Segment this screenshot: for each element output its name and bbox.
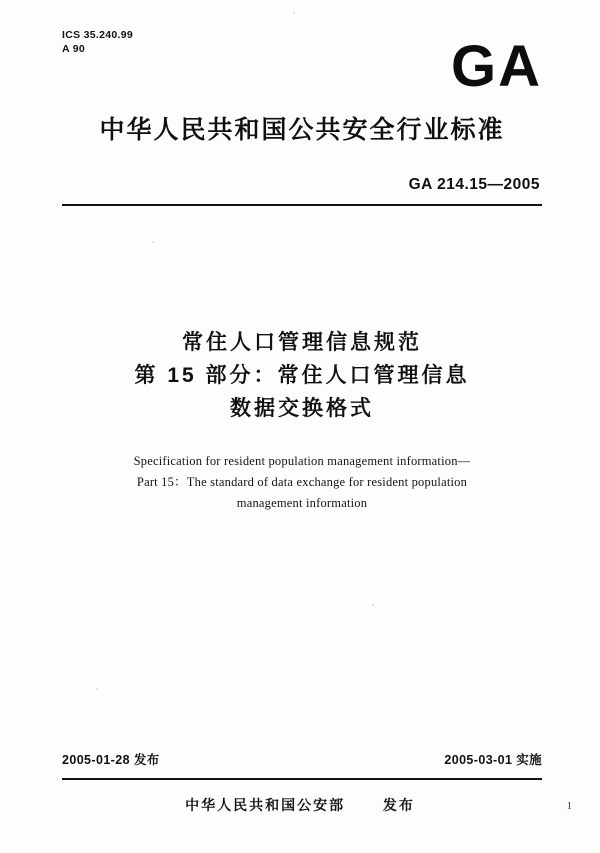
- ga-emblem: GA: [451, 34, 542, 99]
- document-title-english: [62, 451, 542, 514]
- scan-speckle: [372, 604, 374, 606]
- title-line-3: 数据交换格式: [230, 397, 374, 420]
- english-title-line-2: Part 15：The standard of data exchange for resident population: [136, 475, 468, 489]
- dates-row: [62, 750, 542, 768]
- publisher-name: 中华人民共和国公安部: [185, 797, 346, 813]
- scan-speckle: [96, 688, 98, 690]
- english-title-line-1: Specification for resident population management information—: [133, 454, 471, 468]
- english-title-line-3: management information: [236, 496, 368, 510]
- footer-divider: [62, 778, 542, 780]
- publisher-row: [0, 795, 600, 815]
- header-divider: [62, 204, 542, 206]
- document-title: [62, 326, 542, 425]
- standard-org-title: 中华人民共和国公共安全行业标准: [99, 116, 505, 144]
- classification-code: A 90: [62, 43, 85, 55]
- effective-date: 2005-03-01 实施: [444, 753, 542, 767]
- cover-content: [62, 28, 542, 514]
- title-line-2: 第 15 部分：常住人口管理信息: [134, 364, 470, 387]
- title-line-1: 常住人口管理信息规范: [182, 331, 422, 354]
- page-number: 1: [566, 800, 572, 812]
- issue-date: 2005-01-28 发布: [62, 753, 160, 767]
- publisher-action: 发布: [382, 797, 415, 813]
- ics-code: ICS 35.240.99: [62, 29, 134, 41]
- scan-speckle: [293, 12, 295, 14]
- standard-number: GA 214.15—2005: [408, 176, 540, 193]
